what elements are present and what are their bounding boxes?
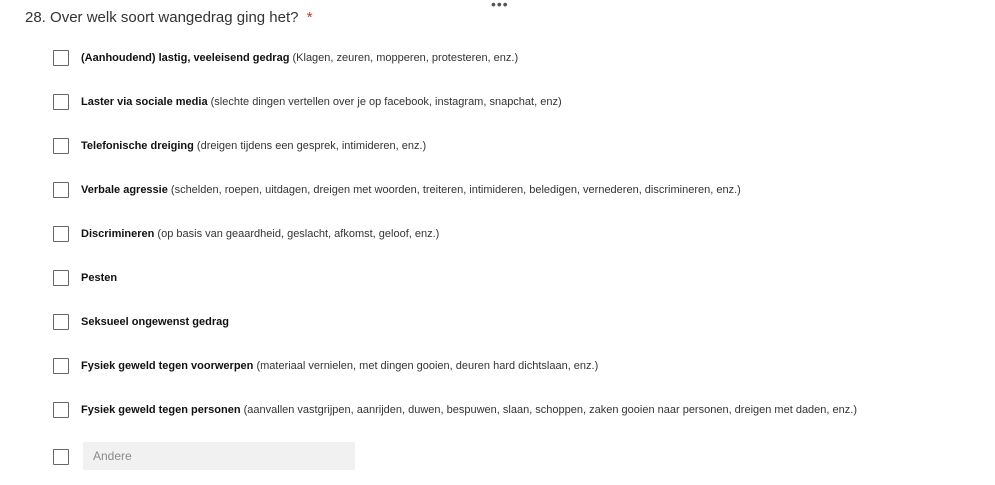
option-label: Seksueel ongewenst gedrag	[81, 316, 229, 328]
option-label: Verbale agressie (schelden, roepen, uitdagen, dreigen met woorden, treiteren, intimideren, beledigen, vernederen, discrimineren, enz.)	[81, 184, 741, 196]
option-label: Pesten	[81, 272, 118, 284]
question-number: 28.	[25, 9, 46, 26]
more-options-icon[interactable]: •••	[491, 0, 509, 12]
option-other	[53, 442, 995, 470]
option-telefonische-dreiging[interactable]	[53, 136, 995, 180]
checkbox[interactable]	[53, 94, 69, 110]
option-fysiek-voorwerpen[interactable]	[53, 356, 995, 400]
other-input[interactable]	[83, 442, 355, 470]
option-fysiek-personen[interactable]	[53, 400, 995, 444]
other-placeholder: Andere	[93, 449, 132, 463]
option-label: Laster via sociale media (slechte dingen vertellen over je op facebook, instagram, snapchat, enz)	[81, 96, 562, 108]
option-label: Fysiek geweld tegen voorwerpen (materiaal vernielen, met dingen gooien, deuren hard dichtslaan, enz.)	[81, 360, 599, 372]
option-pesten[interactable]	[53, 268, 995, 312]
required-mark: *	[306, 9, 313, 26]
checkbox[interactable]	[53, 270, 69, 286]
option-label: Fysiek geweld tegen personen (aanvallen vastgrijpen, aanrijden, duwen, bespuwen, slaan, schoppen, zaken gooien naar personen, dreigen met daden, enz.)	[81, 404, 857, 416]
checkbox[interactable]	[53, 138, 69, 154]
checkbox[interactable]	[53, 402, 69, 418]
option-aanhoudend-lastig[interactable]	[53, 48, 995, 92]
option-laster-sociale-media[interactable]	[53, 92, 995, 136]
options-list	[53, 48, 995, 470]
checkbox[interactable]	[53, 314, 69, 330]
question-text: Over welk soort wangedrag ging het?	[50, 9, 299, 26]
option-seksueel-ongewenst[interactable]	[53, 312, 995, 356]
option-label: (Aanhoudend) lastig, veeleisend gedrag (Klagen, zeuren, mopperen, protesteren, enz.)	[81, 52, 519, 64]
checkbox[interactable]	[53, 358, 69, 374]
question-title	[25, 9, 313, 26]
checkbox[interactable]	[53, 50, 69, 66]
option-label: Discrimineren (op basis van geaardheid, geslacht, afkomst, geloof, enz.)	[81, 228, 440, 240]
checkbox[interactable]	[53, 182, 69, 198]
option-label: Telefonische dreiging (dreigen tijdens een gesprek, intimideren, enz.)	[81, 140, 427, 152]
other-checkbox[interactable]	[53, 449, 69, 465]
option-discrimineren[interactable]	[53, 224, 995, 268]
option-verbale-agressie[interactable]	[53, 180, 995, 224]
checkbox[interactable]	[53, 226, 69, 242]
